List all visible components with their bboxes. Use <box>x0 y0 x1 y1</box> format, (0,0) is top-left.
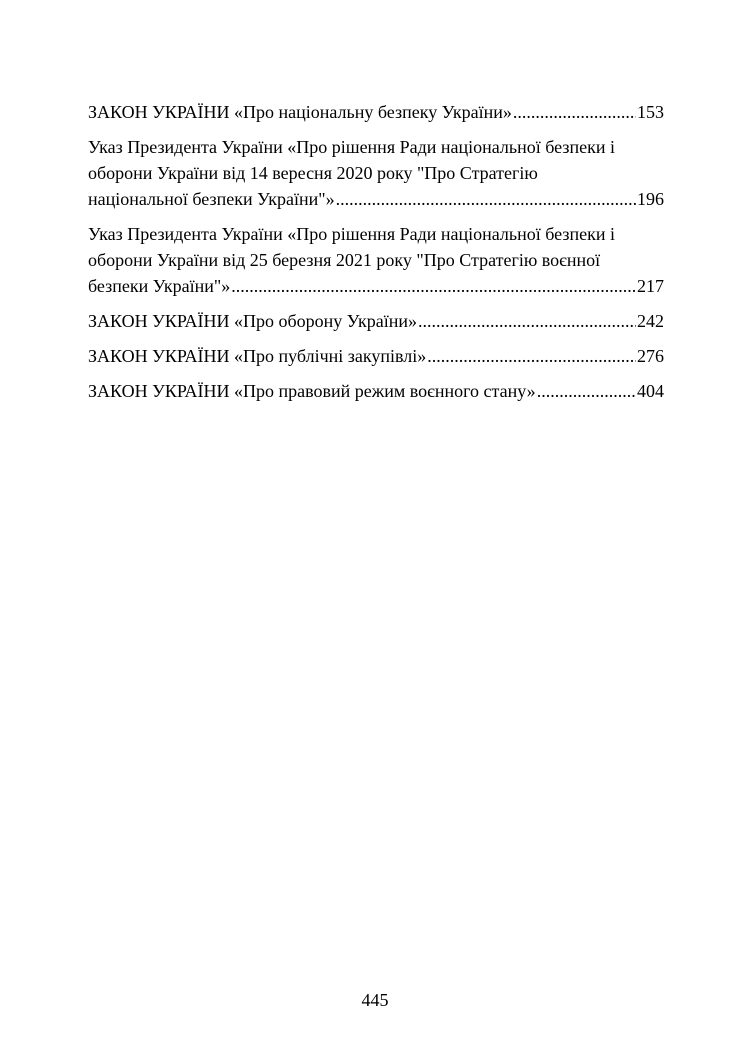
toc-page-number: 196 <box>637 189 664 209</box>
toc-page-number: 153 <box>637 102 664 122</box>
dot-leader <box>537 378 636 404</box>
toc-entry-title: безпеки України"» <box>88 276 231 296</box>
toc-entry[interactable] <box>88 378 664 404</box>
toc-entry-line <box>88 273 664 299</box>
page-footer-number: 445 <box>361 990 389 1010</box>
toc-entry-title: ЗАКОН УКРАЇНИ «Про публічні закупівлі» <box>88 346 427 366</box>
toc-entry-title: ЗАКОН УКРАЇНИ «Про національну безпеку України» <box>88 102 512 122</box>
table-of-contents <box>88 99 664 413</box>
toc-page-number: 404 <box>637 381 664 401</box>
toc-entry[interactable] <box>88 308 664 334</box>
toc-entry-title-line: оборони України від 25 березня 2021 року "Про Стратегію воєнної <box>88 250 601 270</box>
toc-entry-line <box>88 343 664 369</box>
toc-entry-title-line: оборони України від 14 вересня 2020 року "Про Стратегію <box>88 163 538 183</box>
toc-entry-title: ЗАКОН УКРАЇНИ «Про правовий режим воєнного стану» <box>88 381 536 401</box>
dot-leader <box>513 99 636 125</box>
toc-entry-line <box>88 308 664 334</box>
toc-entry-line <box>88 378 664 404</box>
toc-entry-title: національної безпеки України"» <box>88 189 335 209</box>
toc-entry-title: ЗАКОН УКРАЇНИ «Про оборону України» <box>88 311 417 331</box>
toc-entry-line <box>88 99 664 125</box>
toc-entry-title-line: Указ Президента України «Про рішення Ради національної безпеки і <box>88 137 615 157</box>
toc-page-number: 217 <box>637 276 664 296</box>
toc-page-number: 242 <box>637 311 664 331</box>
toc-page-number: 276 <box>637 346 664 366</box>
dot-leader <box>336 186 636 212</box>
toc-entry[interactable] <box>88 343 664 369</box>
toc-entry-title-line: Указ Президента України «Про рішення Ради національної безпеки і <box>88 224 615 244</box>
toc-entry[interactable] <box>88 134 664 212</box>
dot-leader <box>231 273 636 299</box>
toc-entry[interactable] <box>88 221 664 299</box>
toc-entry-line <box>88 186 664 212</box>
dot-leader <box>427 343 636 369</box>
toc-entry[interactable] <box>88 99 664 125</box>
dot-leader <box>418 308 636 334</box>
